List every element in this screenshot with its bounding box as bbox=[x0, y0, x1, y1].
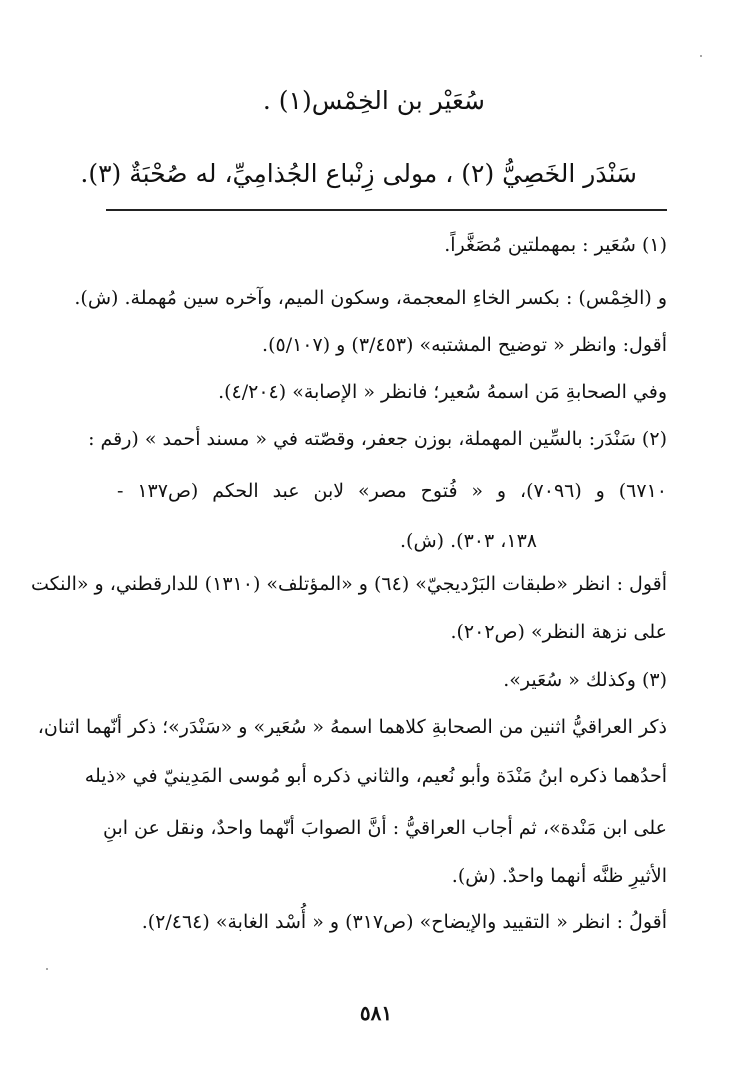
footnote-line-15: أقولُ : انظر « التقييد والإيضاح» (ص٣١٧) و « أُسْد الغابة» (٢/٤٦٤). bbox=[141, 911, 667, 933]
footnote-line-8: أقول : انظر «طبقات البَرْديجيّ» (٦٤) و «المؤتلف» (١٣١٠) للدارقطني، و «النكت bbox=[30, 573, 667, 595]
footnote-line-11: ذكر العراقيُّ اثنين من الصحابةِ كلاهما اسمهُ « سُعَير» و «سَنْدَر»؛ ذكر أنّهما اثنان، bbox=[37, 716, 667, 738]
footnote-line-10: (٣) وكذلك « سُعَير». bbox=[503, 669, 667, 691]
footnote-line-13: على ابن مَنْدة»، ثم أجاب العراقيُّ : أنَّ الصوابَ أنّهما واحدٌ، ونقل عن ابنِ bbox=[102, 817, 667, 839]
footnote-line-4: وفي الصحابةِ مَن اسمهُ سُعير؛ فانظر « الإصابة» (٤/٢٠٤). bbox=[218, 381, 667, 403]
footnote-line-3: أقول: وانظر « توضيح المشتبه» (٣/٤٥٣) و (٥/١٠٧). bbox=[262, 334, 667, 356]
page-number: ٥٨١ bbox=[359, 1001, 393, 1025]
footnote-line-5: (٢) سَنْدَر: بالسِّين المهملة، بوزن جعفر، وقصّته في « مسند أحمد » (رقم : bbox=[88, 428, 667, 450]
footnote-line-7: ١٣٨، ٣٠٣). (ش). bbox=[400, 530, 537, 552]
scan-speck bbox=[700, 55, 702, 57]
main-text-line-1: سُعَيْر بن الخِمْس(١) . bbox=[262, 86, 485, 115]
footnote-line-9: على نزهة النظر» (ص٢٠٢). bbox=[450, 621, 667, 643]
footnote-line-6: ٦٧١٠) و (٧٠٩٦)، و « فُتوح مصر» لابن عبد الحكم (ص١٣٧ - bbox=[117, 480, 667, 502]
footnote-line-12: أحدُهما ذكره ابنُ مَنْدَة وأبو نُعيم، والثاني ذكره أبو مُوسى المَدِينيّ في «ذيله bbox=[84, 765, 667, 787]
footnote-line-2: و (الخِمْس) : بكسر الخاءِ المعجمة، وسكون الميم، وآخره سين مُهملة. (ش). bbox=[74, 287, 667, 309]
main-text-line-2: سَنْدَر الخَصِيُّ (٢) ، مولى زِنْباع الجُذامِيِّ، له صُحْبَةٌ (٣). bbox=[80, 159, 637, 188]
footnote-divider bbox=[106, 209, 667, 211]
scan-speck bbox=[46, 968, 48, 970]
footnote-line-14: الأثيرِ ظنَّه أنهما واحدٌ. (ش). bbox=[451, 865, 667, 887]
footnote-line-1: (١) سُعَير : بمهملتين مُصَغَّراً. bbox=[444, 234, 667, 256]
